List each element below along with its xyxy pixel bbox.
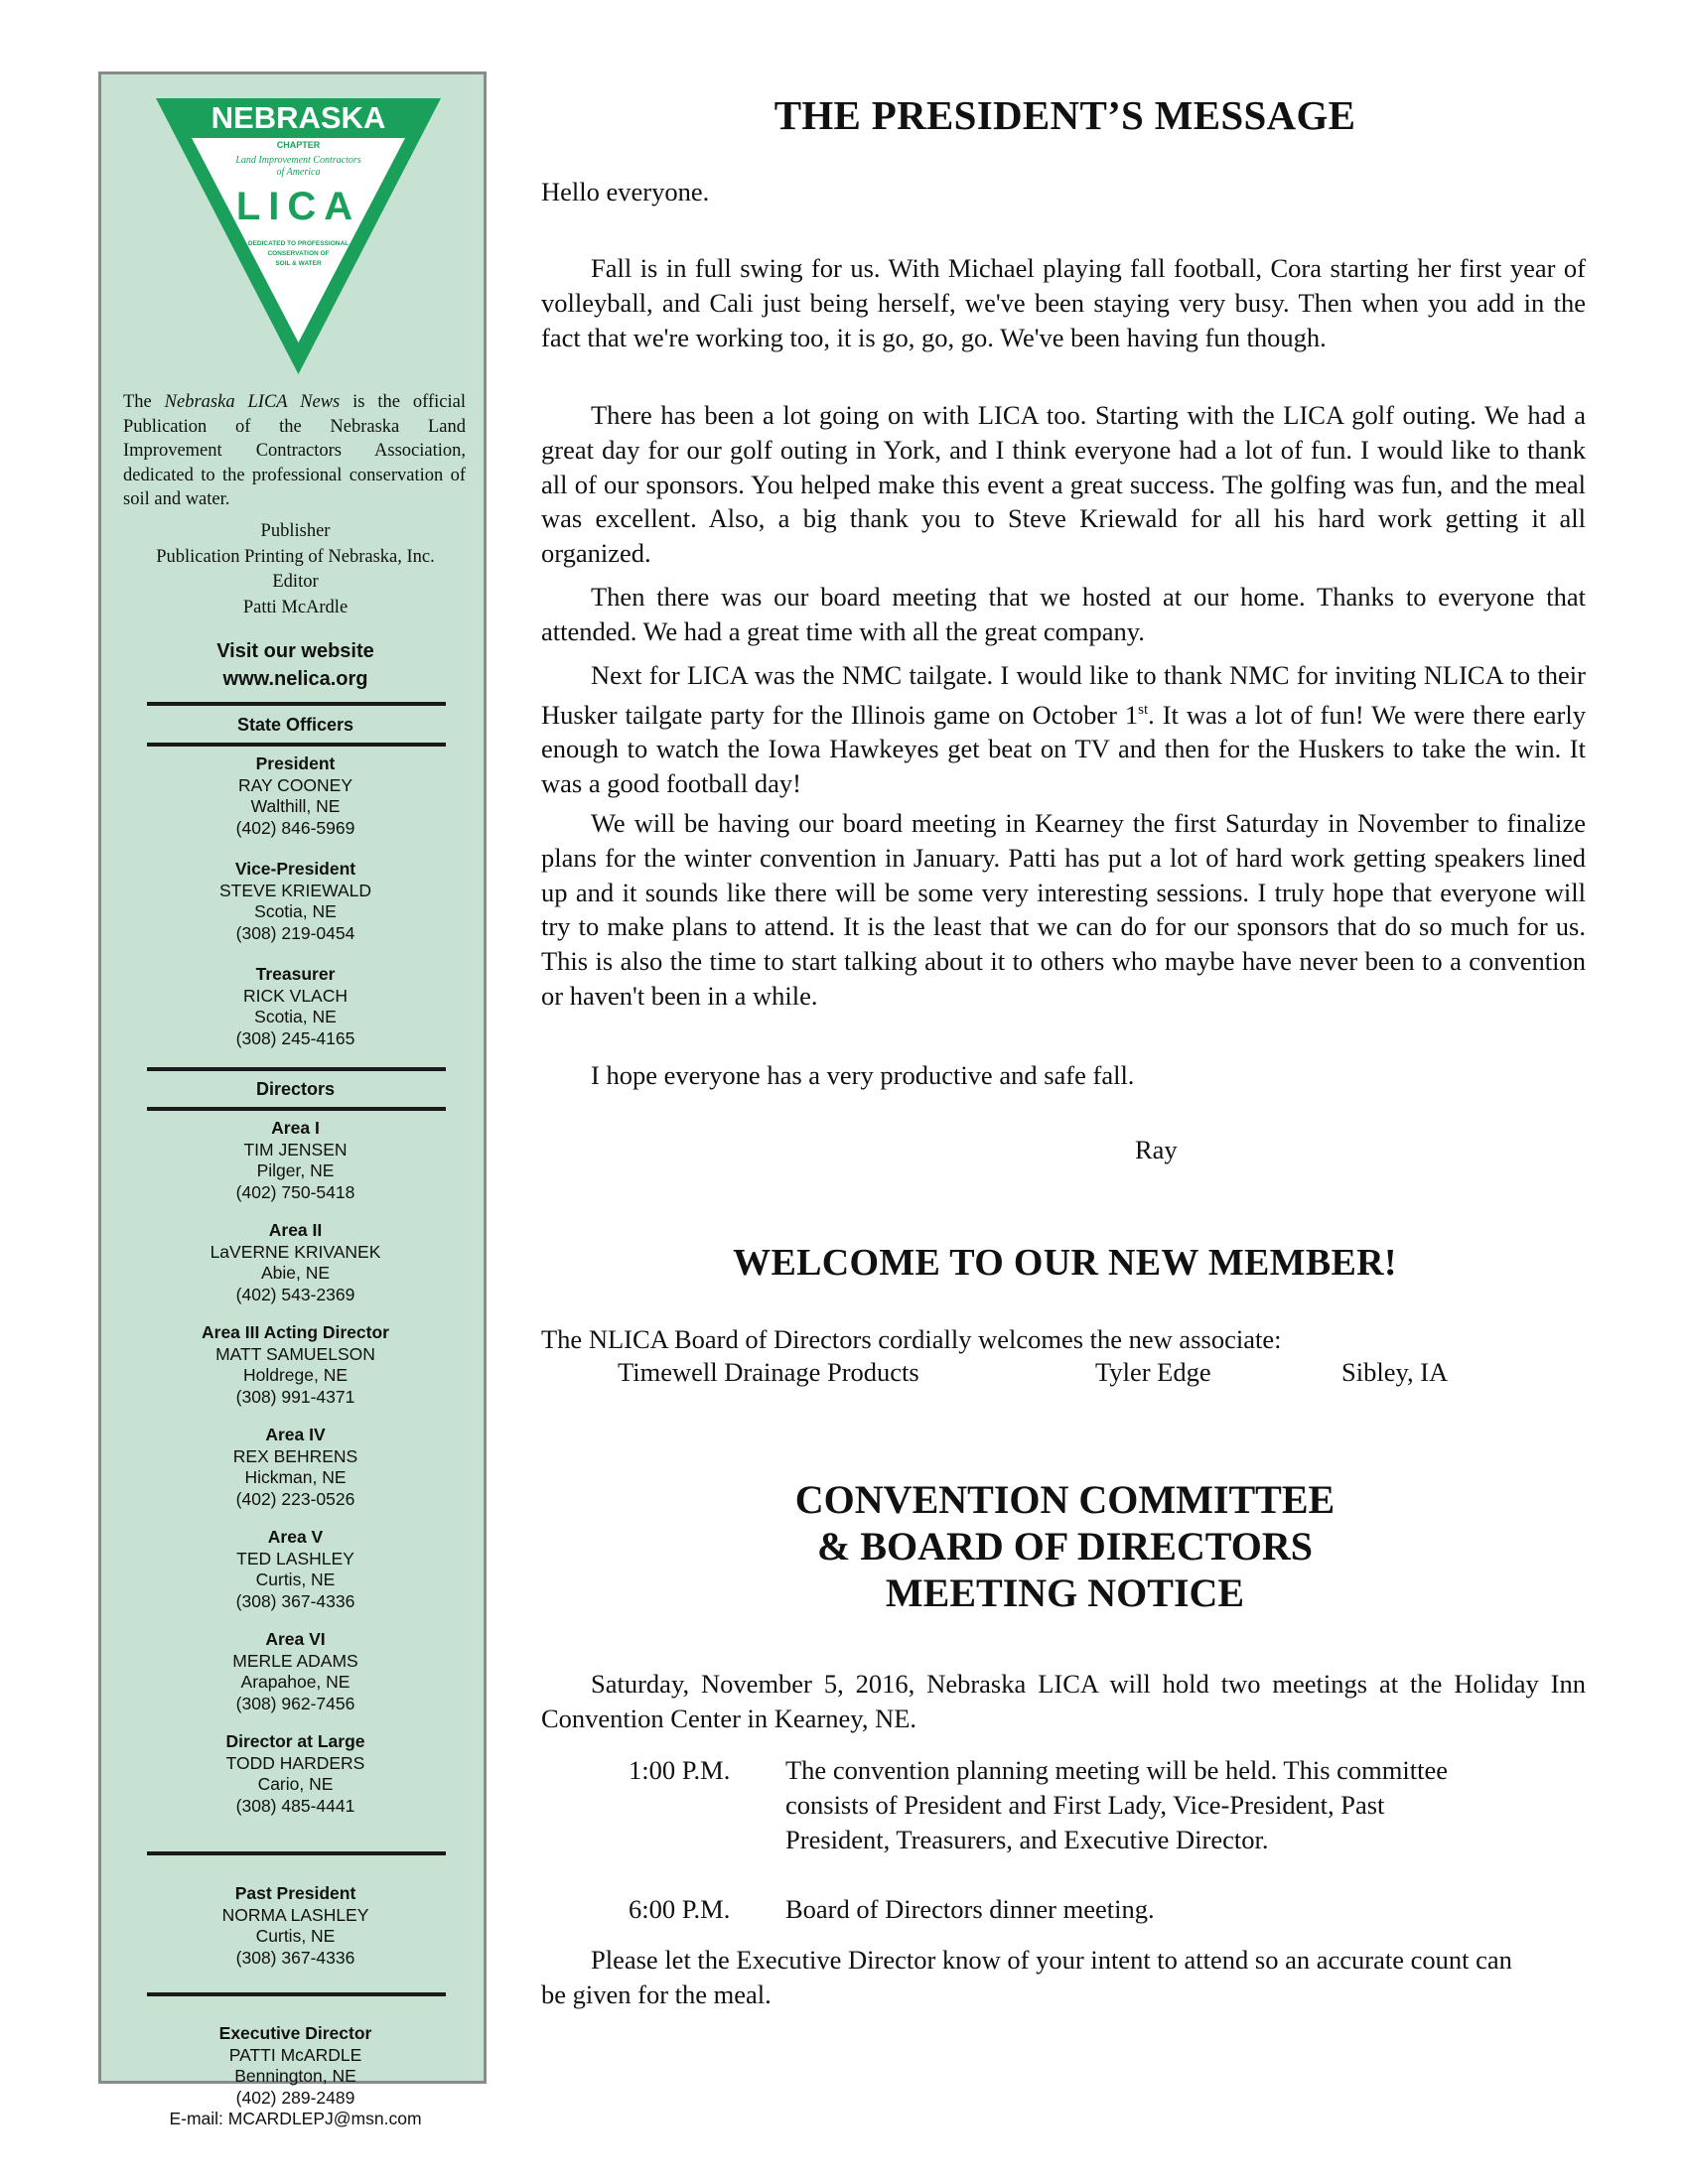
director-name: REX BEHRENS [232, 1445, 358, 1466]
director-name: TED LASHLEY [236, 1548, 354, 1569]
meeting-title-line: & BOARD OF DIRECTORS [817, 1524, 1313, 1569]
message-paragraph: Fall is in full swing for us. With Michael playing fall football, Cora starting her first year of volleyball, and Cali just being herself, we've been staying very busy. Then when you add in the fact that we're working too, it is go, go, go. We've been having fun though. [541, 253, 1586, 352]
member-contact: Tyler Edge [1095, 1357, 1211, 1387]
officer-phone: (308) 219-0454 [235, 922, 355, 943]
director-name: LaVERNE KRIVANEK [210, 1241, 381, 1262]
director-city: Arapahoe, NE [240, 1672, 351, 1692]
director-role: Area I [271, 1118, 320, 1138]
divider [147, 1067, 446, 1071]
new-member-intro: The NLICA Board of Directors cordially welcomes the new associate: [541, 1324, 1282, 1354]
publication-name: Nebraska LICA News [164, 392, 341, 412]
past-president-role: Past President [234, 1883, 356, 1903]
nebraska-lica-logo [152, 94, 445, 378]
message-paragraph [541, 658, 1586, 801]
divider [147, 743, 446, 747]
ordinal-suffix: st [1138, 701, 1149, 718]
director-area-5 [111, 1527, 480, 1612]
past-president-name: NORMA LASHLEY [221, 1904, 369, 1925]
director-role: Area IV [265, 1425, 326, 1444]
state-officers-heading: State Officers [236, 715, 354, 735]
officer-name: STEVE KRIEWALD [219, 880, 371, 900]
president-message-title: THE PRESIDENT’S MESSAGE [774, 92, 1356, 138]
director-role: Area III Acting Director [202, 1322, 389, 1342]
message-paragraph: Then there was our board meeting that we hosted at our home. Thanks to everyone that attended. We had a great time with all the great company. [541, 582, 1586, 646]
director-phone: (402) 223-0526 [235, 1488, 355, 1509]
officer-phone: (308) 245-4165 [235, 1027, 355, 1048]
director-area-4 [111, 1425, 480, 1510]
executive-director [111, 2023, 480, 2130]
director-role: Area V [267, 1527, 324, 1547]
website-block [111, 637, 480, 693]
website-label: Visit our website [216, 640, 374, 662]
officer-city: Walthill, NE [250, 796, 341, 816]
director-city: Hickman, NE [244, 1467, 347, 1487]
message-paragraph: We will be having our board meeting in Kearney the first Saturday in November to finalize plans for the winter convention in January. Patti has put a lot of hard work getting speakers lined up and it sounds like there will be some very interesting sessions. I truly hope that everyone will try to make plans to attend. It is the least that we can do for our sponsors that do so much for us. This is also the time to start talking about it to others who maybe have never been to a convention or haven't been in a while. [541, 808, 1586, 1011]
editor-name: Patti McArdle [242, 597, 349, 617]
director-city: Pilger, NE [256, 1160, 335, 1180]
executive-director-role: Executive Director [218, 2023, 372, 2043]
director-phone: (308) 367-4336 [235, 1590, 355, 1611]
executive-director-city: Bennington, NE [234, 2066, 356, 2086]
director-name: MERLE ADAMS [232, 1650, 358, 1671]
divider [147, 1107, 446, 1111]
past-president-phone: (308) 367-4336 [235, 1947, 355, 1968]
divider [147, 1992, 446, 1996]
publisher-name: Publication Printing of Nebraska, Inc. [156, 546, 435, 567]
executive-director-email[interactable]: E-mail: MCARDLEPJ@msn.com [169, 2109, 422, 2128]
schedule-time: 6:00 P.M. [629, 1894, 731, 1924]
logo-assoc-line1: Land Improvement Contractors [235, 155, 361, 166]
logo-motto-line1: DEDICATED TO PROFESSIONAL [247, 240, 350, 247]
website-link[interactable]: www.nelica.org [222, 668, 368, 690]
director-phone: (308) 962-7456 [235, 1693, 355, 1713]
officer-role: Treasurer [255, 964, 336, 984]
director-at-large [111, 1731, 480, 1817]
signature: Ray [1135, 1135, 1178, 1164]
schedule-description: The convention planning meeting will be held. This committee consists of President and First Lady, Vice-President, Past President, Treasurers, and Executive Director. [785, 1755, 1449, 1854]
director-area-6 [111, 1629, 480, 1714]
meeting-title-line: CONVENTION COMMITTEE [794, 1477, 1336, 1522]
officer-city: Scotia, NE [254, 901, 337, 921]
director-area-2 [111, 1220, 480, 1305]
mission-statement [123, 390, 466, 512]
officer-role: President [255, 753, 336, 773]
member-location: Sibley, IA [1341, 1357, 1449, 1387]
officer-role: Vice-President [234, 859, 356, 879]
meeting-title-line: MEETING NOTICE [885, 1570, 1245, 1615]
divider [147, 1851, 446, 1855]
director-phone: (308) 485-4441 [235, 1795, 355, 1816]
officer-city: Scotia, NE [254, 1007, 337, 1026]
past-president [111, 1883, 480, 1969]
paragraph-text: . It was a lot of fun! We were there early enough to watch the Iowa Hawkeyes get beat on TV and then for the Huskers to take the win. It was a good football day! [541, 699, 1586, 799]
logo-chapter: CHAPTER [276, 140, 321, 150]
officer-president [111, 753, 480, 839]
greeting: Hello everyone. [541, 177, 710, 206]
director-phone: (402) 750-5418 [235, 1181, 355, 1202]
director-role: Area VI [265, 1629, 326, 1649]
director-name: MATT SAMUELSON [215, 1343, 375, 1364]
sidebar [98, 71, 487, 2128]
directors-heading: Directors [255, 1079, 336, 1099]
executive-director-phone: (402) 289-2489 [235, 2087, 355, 2108]
officer-vice-president [111, 859, 480, 944]
director-phone: (308) 991-4371 [235, 1386, 355, 1407]
officer-name: RICK VLACH [242, 985, 349, 1006]
director-area-1 [111, 1118, 480, 1203]
director-area-3 [111, 1322, 480, 1408]
mission-prefix: The [123, 392, 165, 412]
logo-motto-line2: CONSERVATION OF [267, 250, 330, 257]
logo-acronym: LICA [235, 185, 361, 228]
message-paragraph: I hope everyone has a very productive and safe fall. [591, 1060, 1135, 1090]
divider [147, 702, 446, 706]
meeting-closing: Please let the Executive Director know of your intent to attend so an accurate count can be given for the meal. [541, 1945, 1512, 2009]
schedule-description: Board of Directors dinner meeting. [785, 1894, 1155, 1924]
officer-name: RAY COONEY [237, 774, 353, 795]
paragraph-text: Next for LICA was the NMC tailgate. I would like to thank NMC for inviting NLICA to their Husker tailgate party for the Illinois game on October 1 [541, 660, 1586, 730]
director-city: Holdrege, NE [242, 1365, 349, 1385]
director-city: Abie, NE [260, 1263, 331, 1283]
publisher-label: Publisher [260, 521, 331, 541]
meeting-intro: Saturday, November 5, 2016, Nebraska LICA will hold two meetings at the Holiday Inn Convention Center in Kearney, NE. [541, 1669, 1586, 1733]
officer-phone: (402) 846-5969 [235, 817, 355, 838]
schedule-time: 1:00 P.M. [629, 1755, 731, 1785]
executive-director-name: PATTI McARDLE [228, 2044, 362, 2065]
editor-label: Editor [272, 572, 319, 592]
logo-motto-line3: SOIL & WATER [275, 260, 322, 267]
meeting-notice-title [541, 1476, 1589, 1616]
director-role: Director at Large [225, 1731, 365, 1751]
past-president-city: Curtis, NE [255, 1926, 336, 1946]
director-role: Area II [268, 1220, 323, 1240]
main-column [541, 0, 1589, 2184]
director-phone: (402) 543-2369 [235, 1284, 355, 1304]
publication-info [111, 519, 480, 620]
logo-title: NEBRASKA [211, 100, 386, 135]
new-member-title: WELCOME TO OUR NEW MEMBER! [733, 1242, 1397, 1284]
director-name: TODD HARDERS [225, 1752, 365, 1773]
director-name: TIM JENSEN [243, 1139, 348, 1160]
director-city: Cario, NE [257, 1774, 334, 1794]
message-paragraph: There has been a lot going on with LICA too. Starting with the LICA golf outing. We had a great day for our golf outing in York, and I think everyone had a lot of fun. I would like to thank all of our sponsors. You helped make this event a great success. The golfing was fun, and the meal was excellent. Also, a big thank you to Steve Kriewald for all his hard work getting it all organized. [541, 400, 1586, 569]
member-company: Timewell Drainage Products [618, 1357, 919, 1387]
director-city: Curtis, NE [255, 1570, 336, 1589]
mission-text: is the official Publication of the Nebraska Land Improvement Contractors Association, dedicated to the professional conservation of soil and water. [123, 392, 466, 509]
logo-assoc-line2: of America [276, 167, 321, 178]
officer-treasurer [111, 964, 480, 1049]
